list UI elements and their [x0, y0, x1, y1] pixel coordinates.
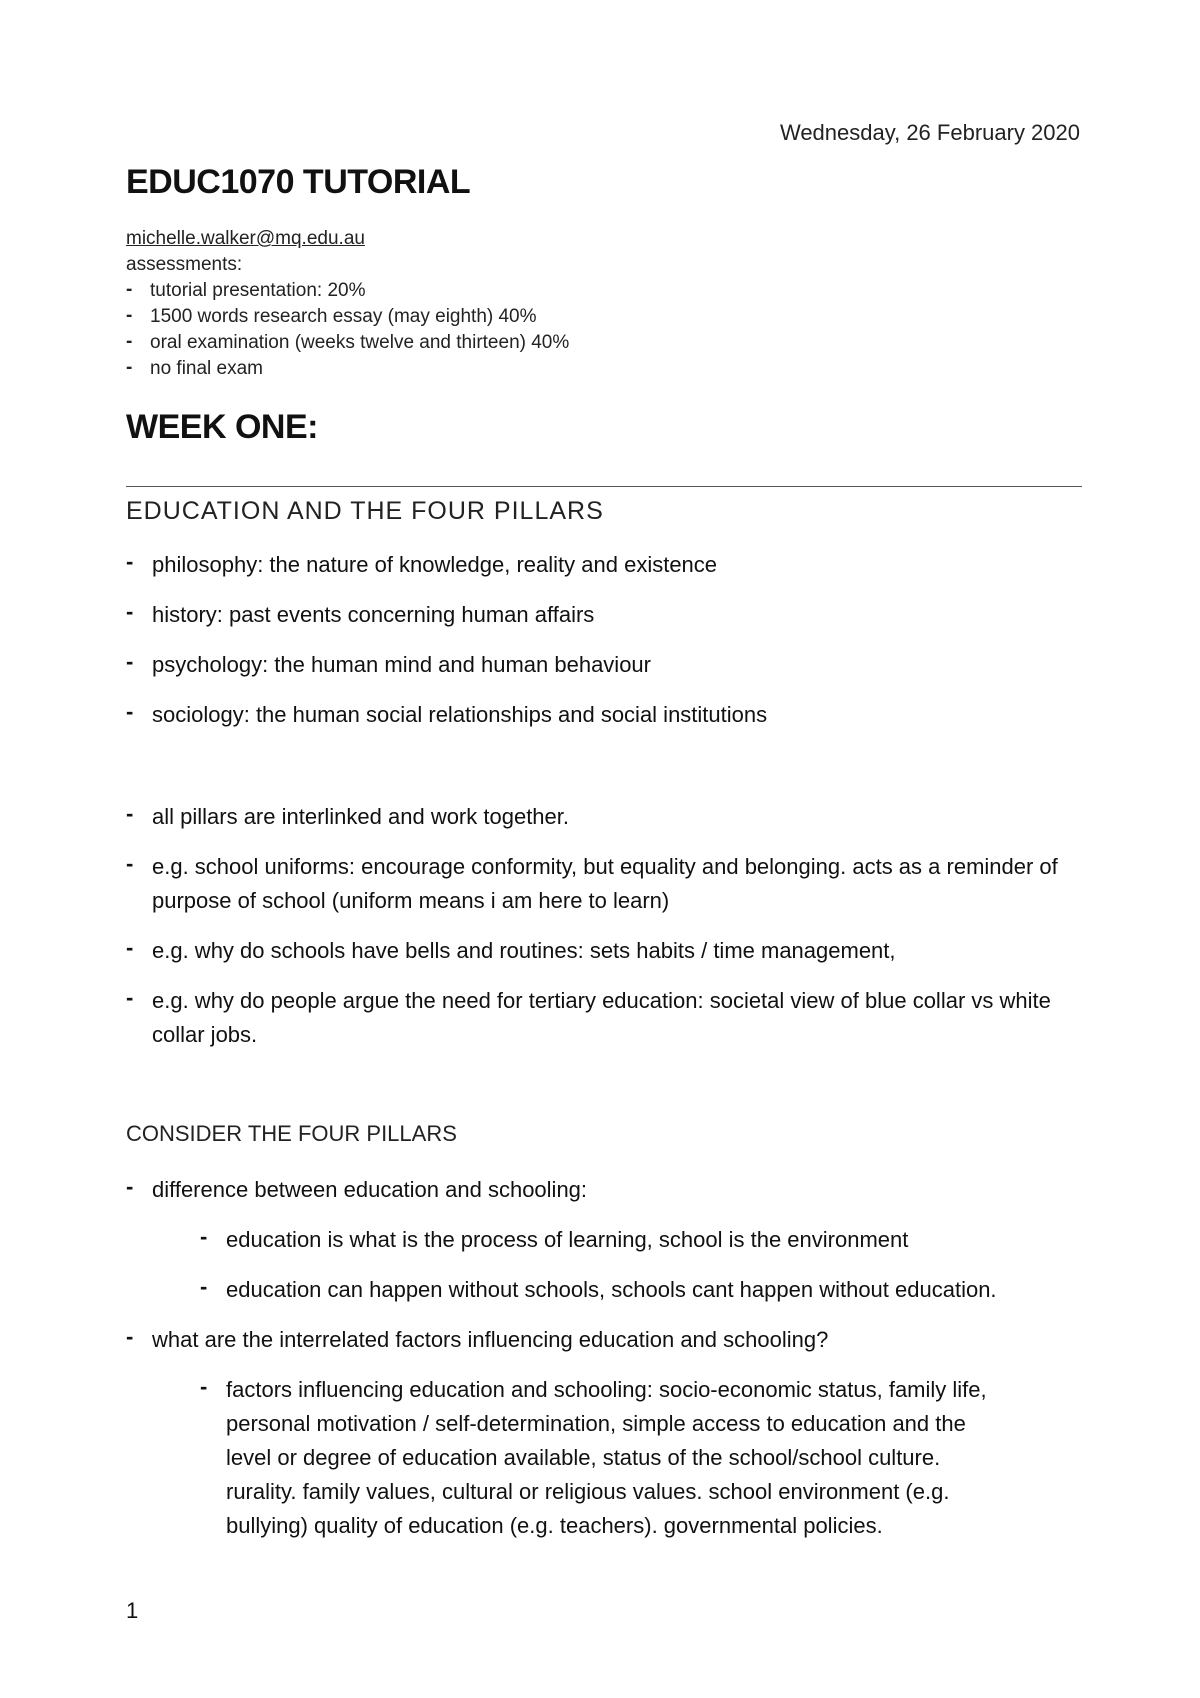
- pillars-heading: EDUCATION AND THE FOUR PILLARS: [126, 497, 604, 525]
- pillars-list: [126, 548, 1086, 748]
- page-number: 1: [126, 1598, 139, 1623]
- email-link[interactable]: michelle.walker@mq.edu.au: [126, 228, 365, 249]
- assessment-item: - 1500 words research essay (may eighth) 40%: [126, 304, 569, 330]
- contact-block: [126, 226, 569, 382]
- list-item: - e.g. why do schools have bells and routines: sets habits / time management,: [126, 934, 1086, 968]
- consider-heading: CONSIDER THE FOUR PILLARS: [126, 1121, 457, 1146]
- list-item: - philosophy: the nature of knowledge, reality and existence: [126, 548, 1086, 582]
- list-item: - psychology: the human mind and human behaviour: [126, 648, 1086, 682]
- notes-list: [126, 800, 1086, 1068]
- list-item: - history: past events concerning human affairs: [126, 598, 1086, 632]
- list-item: - all pillars are interlinked and work together.: [126, 800, 1086, 834]
- list-item: - e.g. why do people argue the need for tertiary education: societal view of blue collar vs white collar jobs.: [126, 984, 1082, 1052]
- horizontal-divider: [126, 486, 1082, 487]
- week-heading: WEEK ONE:: [126, 408, 318, 446]
- assessment-item: - no final exam: [126, 356, 569, 382]
- assessment-item: - oral examination (weeks twelve and thirteen) 40%: [126, 330, 569, 356]
- list-item: - what are the interrelated factors influencing education and schooling?: [126, 1323, 1086, 1357]
- list-item: - difference between education and schooling:: [126, 1173, 1086, 1207]
- sub-list-item: - education can happen without schools, schools cant happen without education.: [200, 1273, 1086, 1307]
- list-item: - e.g. school uniforms: encourage conformity, but equality and belonging. acts as a reminder of purpose of school (uniform means i am here to learn): [126, 850, 1082, 918]
- assessment-item: - tutorial presentation: 20%: [126, 278, 569, 304]
- document-date: Wednesday, 26 February 2020: [779, 120, 1080, 145]
- sub-list-item: - factors influencing education and schooling: socio-economic status, family life, personal motivation / self-determination, simple access to education and the level or degree of education available, status of the school/school culture. rurality. family values, cultural or religious values. school environment (e.g. bullying) quality of education (e.g. teachers). governmental policies.: [200, 1373, 996, 1543]
- list-item: - sociology: the human social relationships and social institutions: [126, 698, 1086, 732]
- sub-list-item: - education is what is the process of learning, school is the environment: [200, 1223, 1086, 1257]
- consider-list: [126, 1173, 1086, 1559]
- page-title: EDUC1070 TUTORIAL: [126, 163, 471, 201]
- assessments-label: assessments:: [126, 254, 243, 275]
